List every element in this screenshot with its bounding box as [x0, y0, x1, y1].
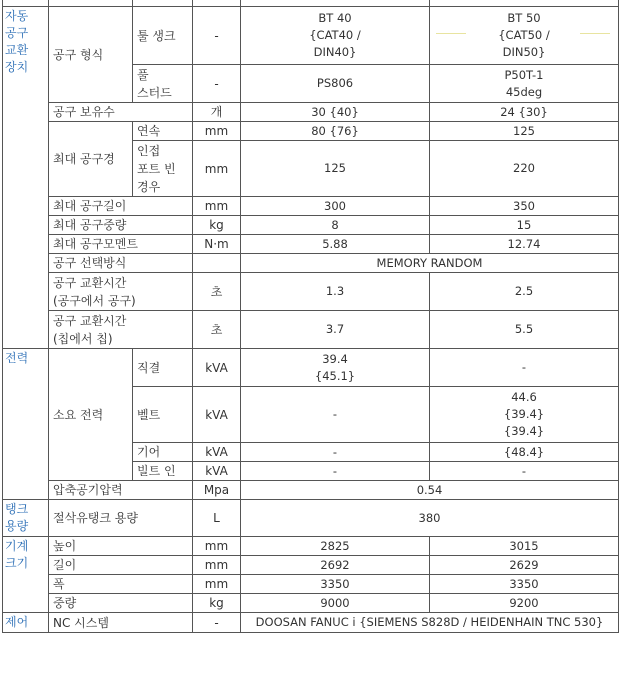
- row-label: 최대 공구길이: [49, 197, 193, 216]
- row-label: 공구 선택방식: [49, 254, 193, 273]
- value-model-1: 9000: [241, 594, 430, 613]
- value-model-2: 220: [430, 141, 619, 197]
- row-label: 중량: [49, 594, 193, 613]
- unit: Mpa: [193, 481, 241, 500]
- table-row: [3, 311, 619, 349]
- unit: 초: [193, 273, 241, 311]
- unit: -: [193, 65, 241, 103]
- table-row: [3, 235, 619, 254]
- value-model-1: 300: [241, 197, 430, 216]
- value-shared: MEMORY RANDOM: [241, 254, 619, 273]
- unit: 개: [193, 103, 241, 122]
- unit: -: [193, 613, 241, 633]
- unit: mm: [193, 141, 241, 197]
- value-model-2: 9200: [430, 594, 619, 613]
- row-sublabel: 기어: [133, 443, 193, 462]
- table-row: [3, 537, 619, 556]
- row-sublabel: 툴 생크: [133, 7, 193, 65]
- value-model-1: 3.7: [241, 311, 430, 349]
- decorative-line: [580, 33, 610, 34]
- unit: N·m: [193, 235, 241, 254]
- group-power: 전력: [3, 349, 49, 500]
- unit: mm: [193, 537, 241, 556]
- value-model-2: 3015: [430, 537, 619, 556]
- spec-table: [2, 0, 619, 633]
- value-model-1: 2692: [241, 556, 430, 575]
- value-model-1: 125: [241, 141, 430, 197]
- value-model-1: 8: [241, 216, 430, 235]
- table-row: [3, 273, 619, 311]
- value-model-2: -: [430, 349, 619, 387]
- row-sublabel: 풀 스터드: [133, 65, 193, 103]
- table-row: [3, 122, 619, 141]
- table-row: [3, 594, 619, 613]
- value-model-1: 2825: [241, 537, 430, 556]
- value-model-1: PS806: [241, 65, 430, 103]
- value-model-2: {48.4}: [430, 443, 619, 462]
- value-shared: 0.54: [241, 481, 619, 500]
- row-sublabel: 인접 포트 빈 경우: [133, 141, 193, 197]
- value-model-2: 24 {30}: [430, 103, 619, 122]
- table-row: [3, 216, 619, 235]
- value-model-1: -: [241, 443, 430, 462]
- value-model-1: 80 {76}: [241, 122, 430, 141]
- value-model-2: 3350: [430, 575, 619, 594]
- value-model-2: BT 50 {CAT50 / DIN50}: [430, 7, 619, 65]
- value-model-2: 350: [430, 197, 619, 216]
- group-control: 제어: [3, 613, 49, 633]
- row-label: 최대 공구중량: [49, 216, 193, 235]
- row-label: 최대 공구모멘트: [49, 235, 193, 254]
- unit: mm: [193, 122, 241, 141]
- value-model-2: 5.5: [430, 311, 619, 349]
- value-model-2: 125: [430, 122, 619, 141]
- value-model-2: 2.5: [430, 273, 619, 311]
- value-model-1: -: [241, 387, 430, 443]
- value-model-2: 2629: [430, 556, 619, 575]
- value-model-1: 30 {40}: [241, 103, 430, 122]
- value-model-2: P50T-1 45deg: [430, 65, 619, 103]
- unit: kVA: [193, 387, 241, 443]
- row-label: NC 시스템: [49, 613, 193, 633]
- group-machine: 기계 크기: [3, 537, 49, 613]
- value-model-1: 3350: [241, 575, 430, 594]
- value-model-1: BT 40 {CAT40 / DIN40}: [241, 7, 430, 65]
- table-row: [3, 500, 619, 537]
- value-shared: 380: [241, 500, 619, 537]
- unit: kVA: [193, 462, 241, 481]
- table-row: [3, 7, 619, 65]
- unit: kg: [193, 594, 241, 613]
- row-label: 폭: [49, 575, 193, 594]
- table-row: [3, 197, 619, 216]
- decorative-line: [436, 33, 466, 34]
- row-label: 공구 교환시간 (공구에서 공구): [49, 273, 193, 311]
- value-model-1: 5.88: [241, 235, 430, 254]
- table-row: [3, 613, 619, 633]
- value-model-2: 12.74: [430, 235, 619, 254]
- unit: [193, 254, 241, 273]
- value-shared: DOOSAN FANUC i {SIEMENS S828D / HEIDENHAIN TNC 530}: [241, 613, 619, 633]
- row-sublabel: 빌트 인: [133, 462, 193, 481]
- table-row: [3, 254, 619, 273]
- row-label: 길이: [49, 556, 193, 575]
- row-sublabel: 직결: [133, 349, 193, 387]
- group-tank: 탱크 용량: [3, 500, 49, 537]
- row-label: 최대 공구경: [49, 122, 133, 197]
- unit: L: [193, 500, 241, 537]
- value-model-1: 1.3: [241, 273, 430, 311]
- value-model-2: -: [430, 462, 619, 481]
- table-row: [3, 349, 619, 387]
- group-atc: 자동 공구 교환 장치: [3, 7, 49, 349]
- unit: -: [193, 7, 241, 65]
- unit: mm: [193, 556, 241, 575]
- unit: mm: [193, 197, 241, 216]
- row-sublabel: 연속: [133, 122, 193, 141]
- row-label: 소요 전력: [49, 349, 133, 481]
- unit: kVA: [193, 443, 241, 462]
- table-row: [3, 103, 619, 122]
- unit: kVA: [193, 349, 241, 387]
- row-label: 공구 교환시간 (칩에서 칩): [49, 311, 193, 349]
- table-row: [3, 481, 619, 500]
- row-label: 압축공기압력: [49, 481, 193, 500]
- value-model-2: 15: [430, 216, 619, 235]
- row-label: 공구 보유수: [49, 103, 193, 122]
- unit: kg: [193, 216, 241, 235]
- table-row: [3, 575, 619, 594]
- unit: mm: [193, 575, 241, 594]
- row-sublabel: 벨트: [133, 387, 193, 443]
- table-row: [3, 556, 619, 575]
- value-model-1: 39.4 {45.1}: [241, 349, 430, 387]
- value-model-1: -: [241, 462, 430, 481]
- unit: 초: [193, 311, 241, 349]
- row-label: 공구 형식: [49, 7, 133, 103]
- row-label: 절삭유탱크 용량: [49, 500, 193, 537]
- row-label: 높이: [49, 537, 193, 556]
- value-model-2: 44.6 {39.4} {39.4}: [430, 387, 619, 443]
